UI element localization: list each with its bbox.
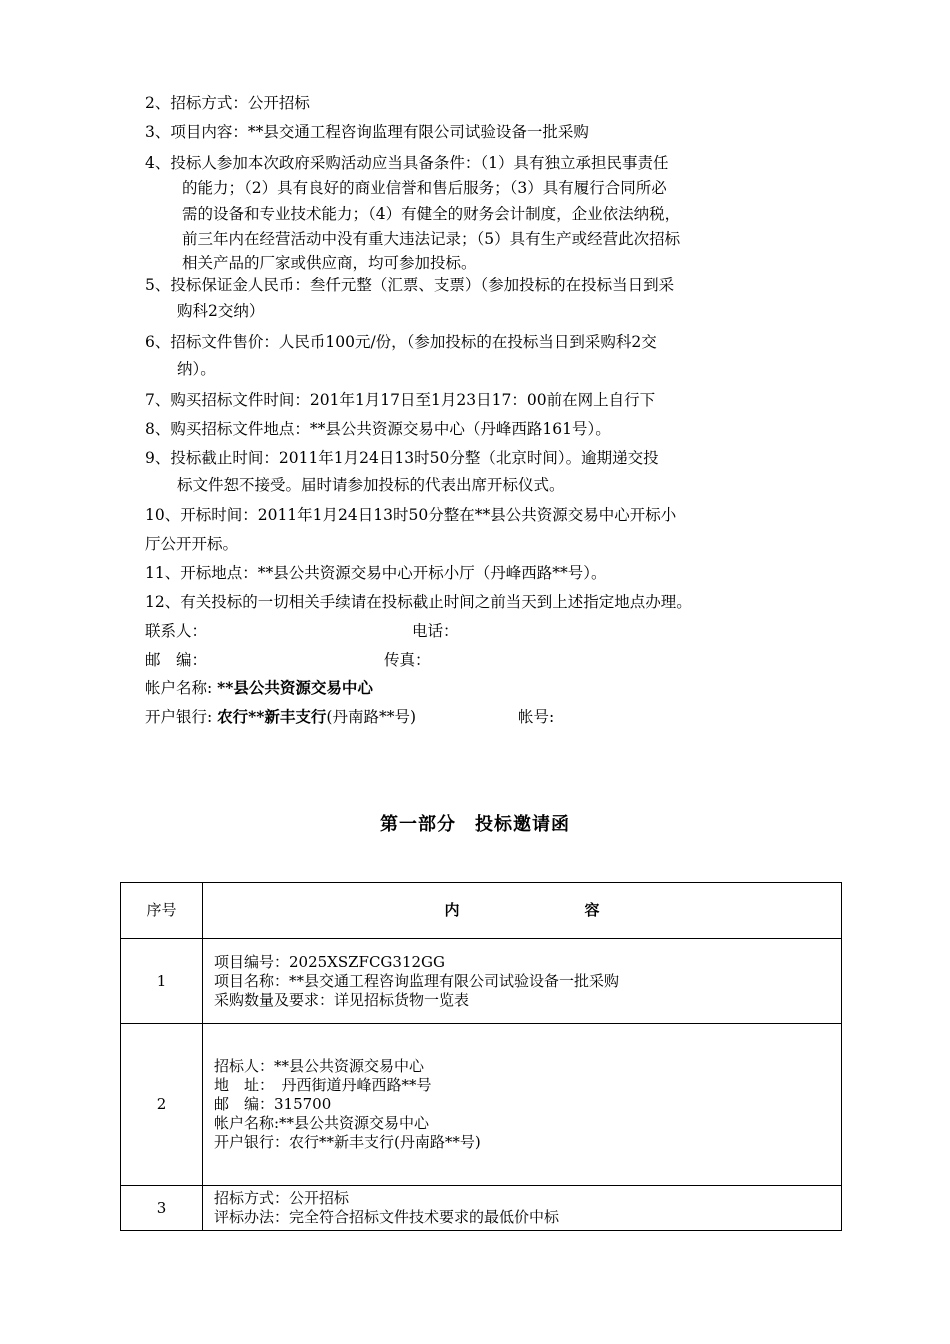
row-line: 地 址： 丹西街道丹峰西路**号 bbox=[214, 1076, 432, 1094]
item-5-line-2: 购科2交纳） bbox=[177, 302, 265, 320]
postcode-label: 邮 编： bbox=[145, 651, 208, 669]
header-number: 序号 bbox=[121, 883, 203, 939]
item-7-purchase-time: 7、购买招标文件时间：201年1月17日至1月23日17：00前在网上自行下 bbox=[145, 391, 656, 409]
account-name-value: **县公共资源交易中心 bbox=[217, 678, 373, 697]
row-line: 采购数量及要求：详见招标货物一览表 bbox=[214, 990, 470, 1009]
account-number-label: 帐号: bbox=[518, 708, 555, 726]
item-9-line-2: 标文件恕不接受。届时请参加投标的代表出席开标仪式。 bbox=[177, 476, 565, 494]
table-row bbox=[121, 1024, 842, 1186]
account-name-label: 帐户名称: bbox=[145, 679, 213, 697]
header-content-b: 容 bbox=[584, 901, 600, 919]
row-number: 2 bbox=[121, 1024, 203, 1186]
item-6-line-1: 6、招标文件售价：人民币100元/份，（参加投标的在投标当日到采购科2交 bbox=[145, 333, 657, 351]
item-4-line-4: 前三年内在经营活动中没有重大违法记录；（5）具有生产或经营此次招标 bbox=[182, 230, 681, 248]
row-line: 项目编号：2025XSZFCG312GG bbox=[214, 952, 446, 971]
row-number: 1 bbox=[121, 939, 203, 1024]
item-5-line-1: 5、投标保证金人民币：叁仟元整（汇票、支票）（参加投标的在投标当日到采 bbox=[145, 276, 675, 294]
fax-label: 传真： bbox=[384, 651, 431, 669]
item-2-bid-method: 2、招标方式：公开招标 bbox=[145, 94, 310, 112]
table-row bbox=[121, 939, 842, 1024]
item-11-opening-location: 11、开标地点：**县公共资源交易中心开标小厅（丹峰西路**号）。 bbox=[145, 564, 607, 582]
item-8-purchase-location: 8、购买招标文件地点：**县公共资源交易中心（丹峰西路161号）。 bbox=[145, 420, 611, 438]
row-line: 招标方式：公开招标 bbox=[214, 1189, 350, 1207]
bank-extra: (丹南路**号) bbox=[326, 708, 416, 726]
row-content bbox=[203, 1186, 842, 1231]
item-9-line-1: 9、投标截止时间：2011年1月24日13时50分整（北京时间）。逾期递交投 bbox=[145, 449, 659, 467]
table-row bbox=[121, 1186, 842, 1231]
row-line: 项目名称：**县交通工程咨询监理有限公司试验设备一批采购 bbox=[214, 971, 620, 990]
item-12-procedures: 12、有关投标的一切相关手续请在投标截止时间之前当天到上述指定地点办理。 bbox=[145, 593, 692, 611]
item-10-line-1: 10、开标时间：2011年1月24日13时50分整在**县公共资源交易中心开标小 bbox=[145, 506, 677, 524]
section-title: 第一部分 投标邀请函 bbox=[380, 814, 570, 835]
bank-value: 农行**新丰支行 bbox=[217, 707, 327, 726]
item-6-line-2: 纳）。 bbox=[177, 360, 216, 378]
row-content bbox=[203, 1024, 842, 1186]
item-4-line-2: 的能力；（2）具有良好的商业信誉和售后服务；（3）具有履行合同所必 bbox=[182, 179, 667, 197]
row-line: 评标办法：完全符合招标文件技术要求的最低价中标 bbox=[214, 1208, 560, 1226]
item-10-line-2: 厅公开开标。 bbox=[145, 535, 239, 553]
phone-label: 电话： bbox=[412, 622, 459, 640]
item-4-line-5: 相关产品的厂家或供应商，均可参加投标。 bbox=[182, 254, 477, 272]
header-content-a: 内 bbox=[444, 901, 460, 919]
account-name bbox=[145, 677, 373, 699]
contact-person-label: 联系人： bbox=[145, 622, 208, 640]
item-3-project-content: 3、项目内容：**县交通工程咨询监理有限公司试验设备一批采购 bbox=[145, 123, 589, 141]
row-line: 招标人：**县公共资源交易中心 bbox=[214, 1057, 425, 1075]
bank-label: 开户银行: bbox=[145, 708, 213, 726]
row-content bbox=[203, 939, 842, 1024]
row-line: 帐户名称:**县公共资源交易中心 bbox=[214, 1114, 430, 1132]
row-number: 3 bbox=[121, 1186, 203, 1231]
row-line: 邮 编：315700 bbox=[214, 1095, 332, 1113]
item-4-line-3: 需的设备和专业技术能力；（4）有健全的财务会计制度，企业依法纳税， bbox=[182, 205, 681, 223]
invitation-table bbox=[120, 882, 842, 1231]
item-4-line-1: 4、投标人参加本次政府采购活动应当具备条件：（1）具有独立承担民事责任 bbox=[145, 154, 669, 172]
bank bbox=[145, 706, 416, 728]
table-header-row bbox=[121, 883, 842, 939]
row-line: 开户银行：农行**新丰支行(丹南路**号) bbox=[214, 1133, 481, 1151]
header-content bbox=[203, 883, 842, 939]
